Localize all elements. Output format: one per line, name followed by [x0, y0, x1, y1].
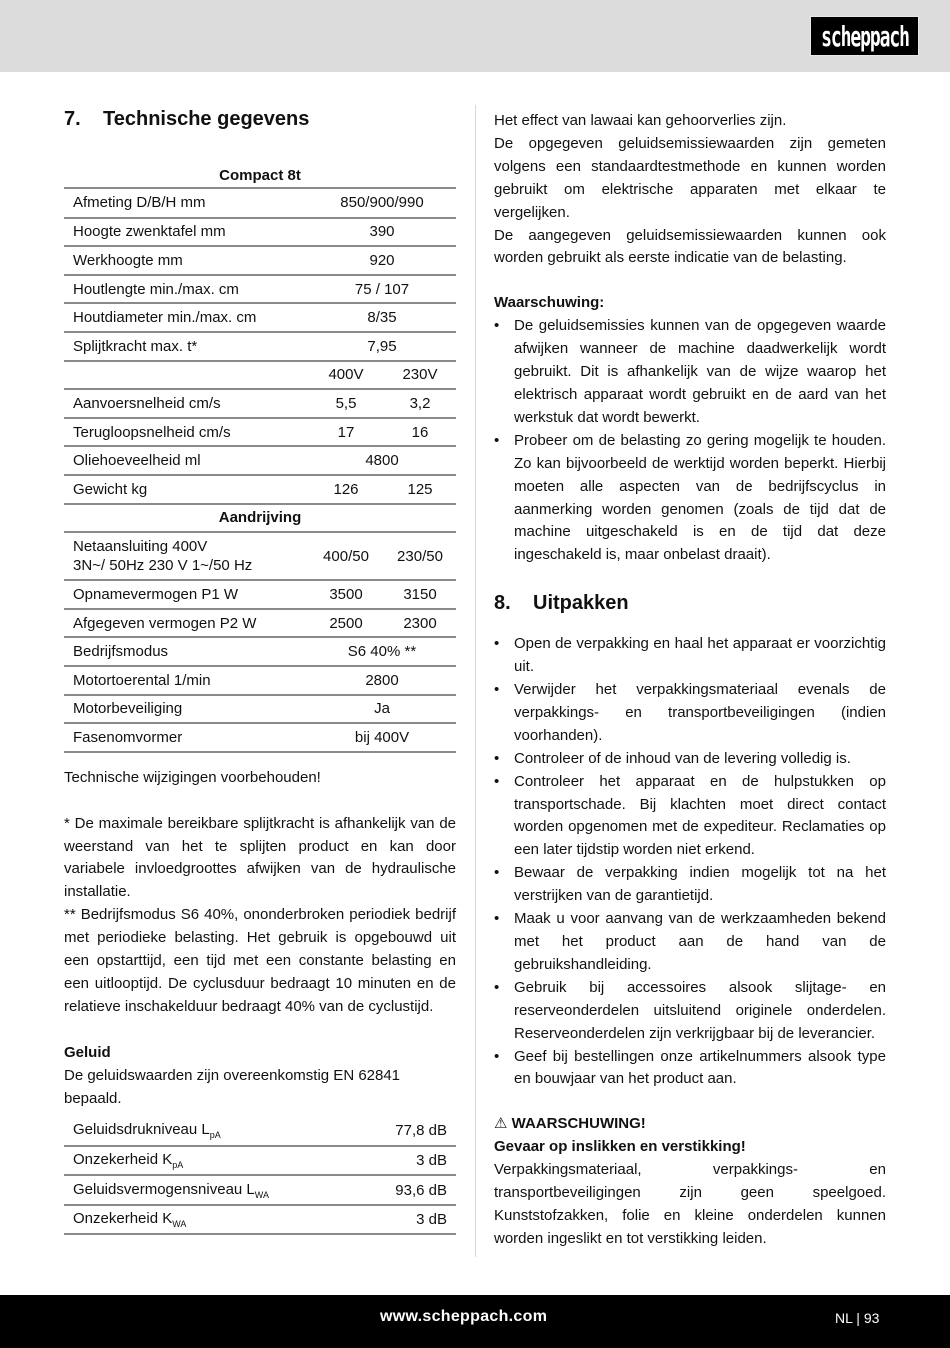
table-row	[64, 303, 456, 332]
list-item	[494, 771, 886, 863]
language-code: NL	[835, 1310, 853, 1326]
row-label: Motorbeveiliging	[64, 695, 308, 724]
warning-heading: Waarschuwing:	[494, 294, 605, 312]
table-row	[64, 418, 456, 447]
spec-table-model: Compact 8t	[64, 162, 456, 189]
row-value: bij 400V	[308, 723, 456, 752]
list-item	[494, 430, 886, 567]
note-technical-changes: Technische wijzigingen voorbehouden!	[64, 768, 321, 786]
row-label-subscript: WA	[172, 1219, 187, 1230]
website-link[interactable]: www.scheppach.com	[380, 1308, 548, 1325]
list-item-text: Open de verpakking en haal het apparaat er voorzichtig uit.	[514, 635, 886, 676]
row-label	[64, 532, 308, 580]
row-label: Afmeting D/B/H mm	[64, 189, 308, 218]
noise-intro-2: De opgegeven geluidsemissiewaarden zijn gemeten volgens een standaardtestmethode en kunnen worden gebruikt om elektrische apparaten met elkaar te vergelijken.	[494, 134, 886, 221]
hazard-heading	[494, 1113, 886, 1136]
row-value-230v: 125	[384, 475, 456, 504]
unpacking-list	[494, 633, 886, 1091]
row-label-text: Onzekerheid K	[73, 1210, 173, 1228]
bullet-icon: •	[494, 749, 500, 767]
table-row	[64, 389, 456, 418]
section-heading-8	[494, 588, 886, 618]
table-row	[64, 475, 456, 504]
list-item-text: Probeer om de belasting zo gering mogelijk te houden. Zo kan bijvoorbeeld de werktijd worden beperkt. Hierbij moeten alle aspecten van de bedrijfscyclus in aanmerking worden genomen (zoals de tijd dat de machine uitgeschakeld is en de tijd dat deze ingeschakeld is, maar onbelast draait).	[514, 431, 886, 564]
list-item	[494, 1046, 886, 1092]
row-label: Bedrijfsmodus	[64, 637, 308, 666]
list-item-text: Geef bij bestellingen onze artikelnummers alsook type en bouwjaar van het product aan.	[514, 1047, 886, 1088]
table-row	[64, 446, 456, 475]
table-row	[64, 218, 456, 247]
right-column	[494, 110, 886, 1251]
row-value: 390	[308, 218, 456, 247]
row-value-400v: 3500	[308, 580, 384, 609]
section-heading-7	[64, 104, 456, 134]
bullet-icon: •	[494, 635, 500, 653]
hazard-title: WAARSCHUWING!	[511, 1115, 646, 1133]
bullet-icon: •	[494, 681, 500, 699]
section-title: Uitpakken	[533, 591, 629, 614]
hazard-text: Verpakkingsmateriaal, verpakkings- en transportbeveiligingen zijn geen speelgoed. Kunststofzakken, folie en kleine onderdelen kunnen worden ingeslikt en tot verstikking leiden.	[494, 1161, 886, 1247]
row-value: 77,8 dB	[366, 1116, 456, 1146]
table-row	[64, 580, 456, 609]
section-number: 8.	[494, 591, 511, 614]
col-230v: 230V	[384, 361, 456, 390]
list-item-text: Verwijder het verpakkingsmateriaal evenals de verpakkings- en transportbeveiligingen (indien voorhanden).	[514, 681, 886, 744]
row-value: S6 40% **	[308, 637, 456, 666]
row-label: Houtdiameter min./max. cm	[64, 303, 308, 332]
row-value-400v: 400/50	[308, 532, 384, 580]
row-label-line1: Netaansluiting 400V	[73, 538, 208, 556]
noise-intro-1: Het effect van lawaai kan gehoorverlies zijn.	[494, 112, 787, 129]
row-label: Opnamevermogen P1 W	[64, 580, 308, 609]
header-bar	[0, 0, 950, 72]
table-row	[64, 1116, 456, 1146]
row-value: 93,6 dB	[366, 1175, 456, 1205]
row-value-400v: 2500	[308, 609, 384, 638]
row-label-text: Geluidsdrukniveau L	[73, 1121, 210, 1139]
table-row	[64, 189, 456, 218]
bullet-icon: •	[494, 317, 500, 335]
hazard-subtitle: Gevaar op inslikken en verstikking!	[494, 1138, 746, 1156]
bullet-icon: •	[494, 864, 500, 882]
left-column	[64, 104, 456, 1235]
row-value-230v: 2300	[384, 609, 456, 638]
row-value: Ja	[308, 695, 456, 724]
bullet-icon: •	[494, 1047, 500, 1065]
list-item	[494, 862, 886, 908]
row-value-230v: 3,2	[384, 389, 456, 418]
table-row	[64, 695, 456, 724]
sound-table	[64, 1116, 456, 1235]
drive-subheader	[64, 504, 456, 533]
table-row	[64, 723, 456, 752]
row-label	[64, 361, 308, 390]
footnote-splitting-force: * De maximale bereikbare splijtkracht is afhankelijk van de weerstand van het te splijten product en kan door variabele invloedgroottes afwijken van de hydraulische installatie.	[64, 814, 456, 901]
spec-table	[64, 189, 456, 753]
page-separator: |	[856, 1310, 860, 1326]
logo-text: scheppach	[820, 20, 909, 52]
row-value: 920	[308, 246, 456, 275]
list-item	[494, 908, 886, 977]
sound-intro: De geluidswaarden zijn overeenkomstig EN 62841 bepaald.	[64, 1066, 401, 1107]
list-item-text: De geluidsemissies kunnen van de opgegeven waarde afwijken wanneer de machine daadwerkelijk wordt gebruikt. Dit is afhankelijk van de wijze waarop het elektrisch apparaat wordt gebruikt en de aard van het werkstuk dat wordt bewerkt.	[514, 317, 886, 426]
row-value-230v: 16	[384, 418, 456, 447]
bullet-icon: •	[494, 772, 500, 790]
row-label-line2: 3N~/ 50Hz 230 V 1~/50 Hz	[73, 557, 253, 575]
row-label	[64, 1116, 366, 1146]
row-label: Houtlengte min./max. cm	[64, 275, 308, 304]
row-label: Terugloopsnelheid cm/s	[64, 418, 308, 447]
list-item	[494, 633, 886, 679]
table-row	[64, 332, 456, 361]
drive-title: Aandrijving	[64, 504, 456, 533]
noise-intro-3: De aangegeven geluidsemissiewaarden kunnen ook worden gebruikt als eerste indicatie van de belasting.	[494, 226, 886, 267]
row-value-400v: 17	[308, 418, 384, 447]
table-row	[64, 246, 456, 275]
row-label-subscript: WA	[254, 1189, 269, 1200]
row-label-subscript: pA	[172, 1160, 184, 1171]
footer-bar	[0, 1295, 950, 1348]
row-label	[64, 1146, 366, 1176]
row-label-text: Geluidsvermogensniveau L	[73, 1180, 255, 1198]
row-label: Splijtkracht max. t*	[64, 332, 308, 361]
scheppach-logo	[810, 16, 919, 56]
table-row	[64, 666, 456, 695]
list-item	[494, 315, 886, 430]
warning-triangle-icon: ⚠	[494, 1115, 508, 1133]
list-item-text: Gebruik bij accessoires alsook slijtage- en reserveonderdelen uitsluitend originele onderdelen. Reserveonderdelen zijn verkrijgbaar bij de leverancier.	[514, 978, 886, 1042]
table-row	[64, 637, 456, 666]
bullet-icon: •	[494, 431, 500, 449]
row-value-230v: 3150	[384, 580, 456, 609]
list-item-text: Controleer of de inhoud van de levering volledig is.	[514, 749, 851, 767]
row-label: Motortoerental 1/min	[64, 666, 308, 695]
row-value: 75 / 107	[308, 275, 456, 304]
row-value: 3 dB	[366, 1205, 456, 1235]
list-item-text: Bewaar de verpakking indien mogelijk tot na het verstrijken van de garantietijd.	[514, 864, 886, 905]
list-item-text: Controleer het apparaat en de hulpstukken op transportschade. Bij klachten moet direct contact worden opgenomen met de expediteur. Reclamaties op een later tijdstip worden niet erkend.	[514, 772, 886, 859]
row-value: 4800	[308, 446, 456, 475]
table-row	[64, 532, 456, 580]
row-label: Afgegeven vermogen P2 W	[64, 609, 308, 638]
column-divider	[475, 105, 476, 1257]
section-title: Technische gegevens	[103, 107, 310, 130]
row-label	[64, 1175, 366, 1205]
row-value-230v: 230/50	[384, 532, 456, 580]
list-item	[494, 679, 886, 748]
page-indicator	[835, 1310, 879, 1326]
list-item-text: Maak u voor aanvang van de werkzaamheden bekend met het product aan de hand van de gebruikshandleiding.	[514, 910, 886, 973]
table-row	[64, 1205, 456, 1235]
row-value: 7,95	[308, 332, 456, 361]
table-row	[64, 1175, 456, 1205]
sound-heading: Geluid	[64, 1043, 111, 1061]
row-label: Fasenomvormer	[64, 723, 308, 752]
row-value-400v: 126	[308, 475, 384, 504]
footnote-operating-mode: ** Bedrijfsmodus S6 40%, ononderbroken periodiek bedrijf met periodieke belasting. Het gebruik is opgebouwd uit een opstarttijd, een tijd met een constante belasting en een uitlooptijd. De cyclusduur bedraagt 10 minuten en de relatieve inschakelduur bedraagt 40% van de cyclustijd.	[64, 906, 456, 1015]
voltage-header-row	[64, 361, 456, 390]
row-label: Oliehoeveelheid ml	[64, 446, 308, 475]
row-label-subscript: pA	[209, 1130, 221, 1141]
table-row	[64, 275, 456, 304]
table-row	[64, 609, 456, 638]
row-label: Hoogte zwenktafel mm	[64, 218, 308, 247]
row-label: Aanvoersnelheid cm/s	[64, 389, 308, 418]
section-number: 7.	[64, 107, 81, 130]
bullet-icon: •	[494, 978, 500, 996]
row-label-text: Onzekerheid K	[73, 1151, 173, 1169]
bullet-icon: •	[494, 910, 500, 928]
warning-list	[494, 315, 886, 567]
col-400v: 400V	[308, 361, 384, 390]
list-item	[494, 748, 886, 771]
row-label: Gewicht kg	[64, 475, 308, 504]
row-value-400v: 5,5	[308, 389, 384, 418]
list-item	[494, 977, 886, 1046]
page-number: 93	[863, 1310, 880, 1326]
row-value: 2800	[308, 666, 456, 695]
row-value: 8/35	[308, 303, 456, 332]
row-label	[64, 1205, 366, 1235]
row-value: 850/900/990	[308, 189, 456, 218]
row-value: 3 dB	[366, 1146, 456, 1176]
table-row	[64, 1146, 456, 1176]
row-label: Werkhoogte mm	[64, 246, 308, 275]
